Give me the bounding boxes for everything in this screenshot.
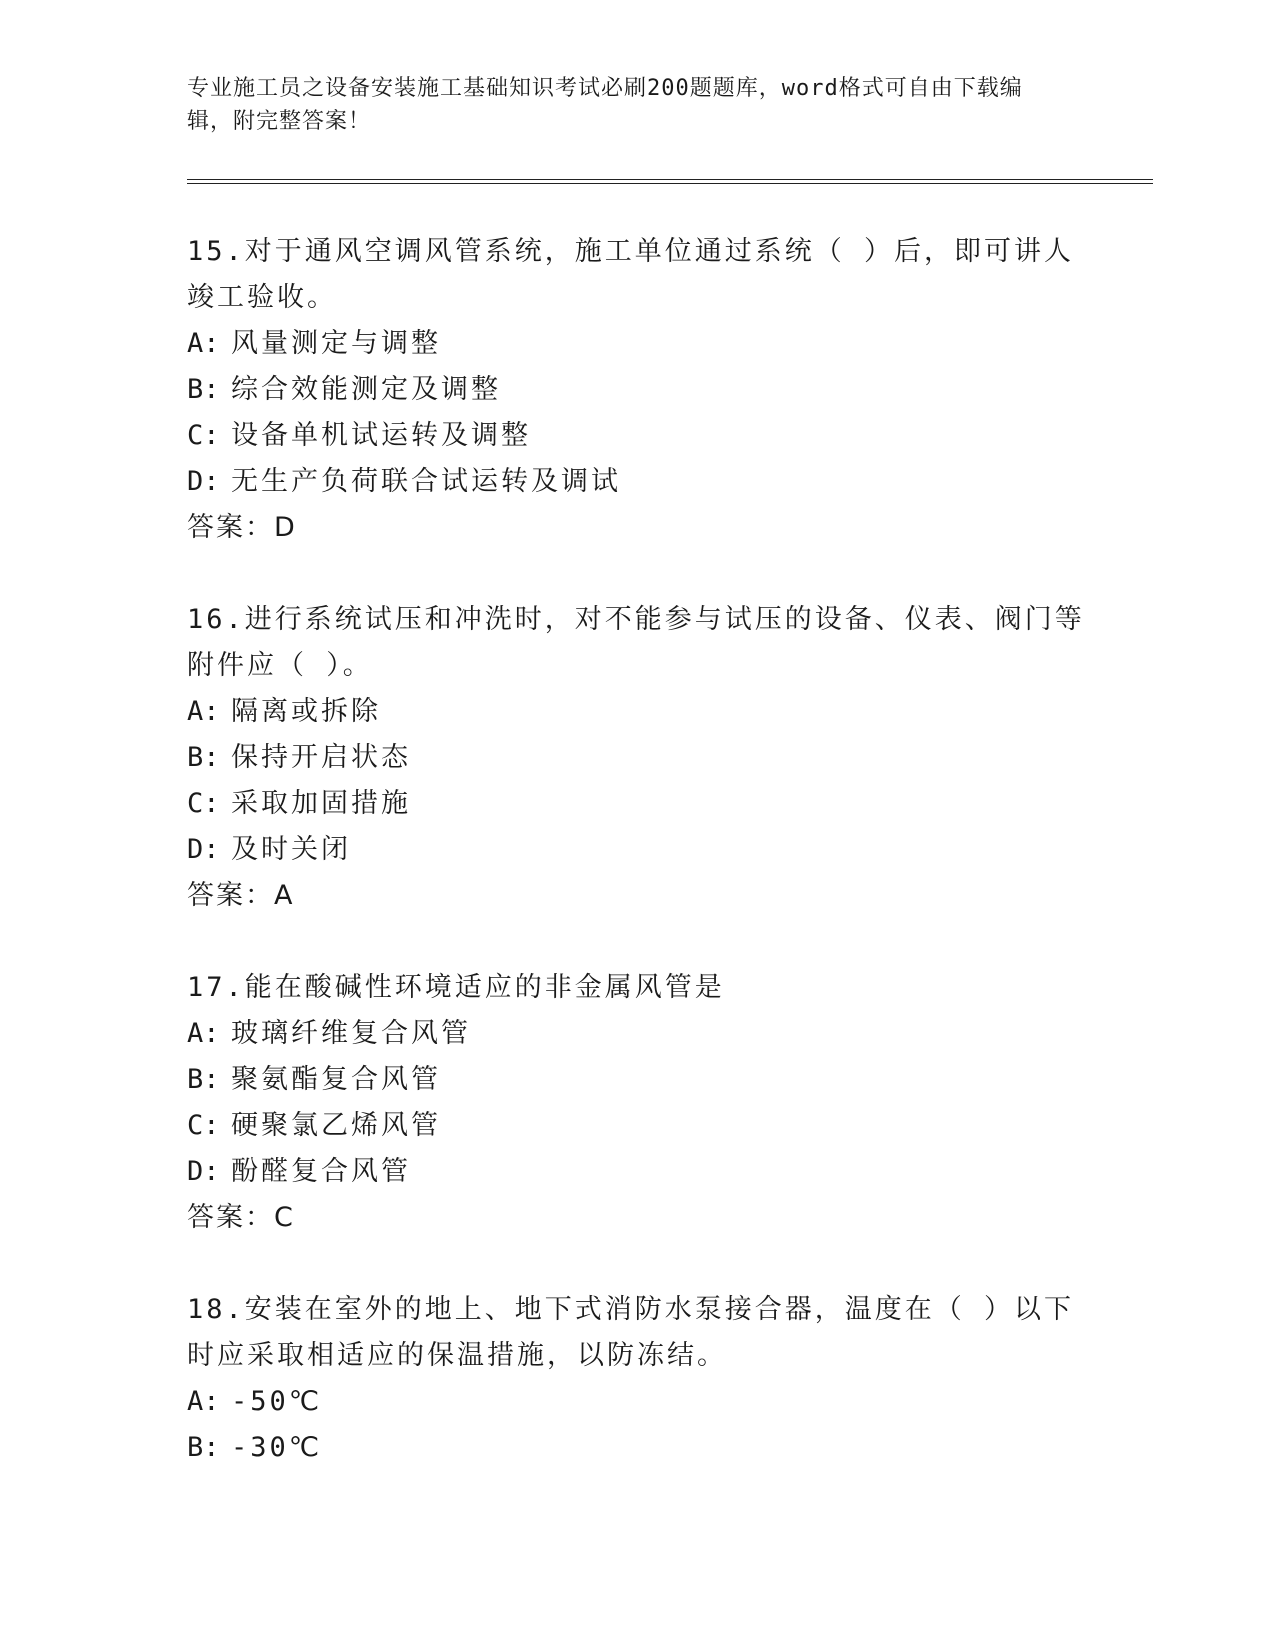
option-key: C: [187,788,220,819]
question-15 [187,229,1087,551]
answer-line [187,505,1087,551]
option-key: A: [187,328,220,359]
option-d [187,827,1087,873]
question-text: 16.进行系统试压和冲洗时，对不能参与试压的设备、仪表、阀门等附件应（ ）。 [187,604,1085,681]
option-text: -30℃ [231,1432,323,1463]
option-key: A: [187,1386,220,1417]
option-key: B: [187,1064,220,1095]
question-text: 18.安装在室外的地上、地下式消防水泵接合器，温度在（ ）以下时应采取相适应的保温措施，以防冻结。 [187,1294,1075,1371]
option-a [187,321,1087,367]
question-18 [187,1287,1087,1471]
option-key: B: [187,374,220,405]
answer-value: A [274,880,295,911]
option-text: 聚氨酯复合风管 [231,1064,441,1095]
document-header: 专业施工员之设备安装施工基础知识考试必刷200题题库，word格式可自由下载编辑，附完整答案！ [187,76,1023,134]
option-text: 隔离或拆除 [231,696,381,727]
option-text: 玻璃纤维复合风管 [231,1018,471,1049]
option-text: 风量测定与调整 [231,328,441,359]
answer-value: D [274,512,297,543]
question-17 [187,965,1087,1241]
question-list [187,229,1087,1517]
header-divider-top [187,179,1153,180]
option-text: 保持开启状态 [231,742,411,773]
option-key: D: [187,834,220,865]
option-text: 硬聚氯乙烯风管 [231,1110,441,1141]
question-16 [187,597,1087,919]
option-text: 采取加固措施 [231,788,411,819]
answer-line [187,1195,1087,1241]
option-c [187,781,1087,827]
option-text: 酚醛复合风管 [231,1156,411,1187]
option-c [187,413,1087,459]
option-b [187,735,1087,781]
option-a [187,1011,1087,1057]
option-key: D: [187,1156,220,1187]
option-key: A: [187,696,220,727]
option-b [187,1425,1087,1471]
option-text: 设备单机试运转及调整 [231,420,531,451]
answer-value: C [274,1202,295,1233]
option-key: B: [187,1432,220,1463]
option-text: -50℃ [231,1386,323,1417]
option-key: C: [187,420,220,451]
option-key: B: [187,742,220,773]
header-divider-bottom [187,183,1153,184]
option-key: D: [187,466,220,497]
option-a [187,689,1087,735]
option-text: 无生产负荷联合试运转及调试 [231,466,621,497]
answer-label: 答案： [187,512,274,543]
option-key: A: [187,1018,220,1049]
option-key: C: [187,1110,220,1141]
question-text: 15.对于通风空调风管系统，施工单位通过系统（ ）后，即可讲人竣工验收。 [187,236,1075,313]
option-text: 综合效能测定及调整 [231,374,501,405]
option-b [187,1057,1087,1103]
option-d [187,1149,1087,1195]
answer-label: 答案： [187,1202,274,1233]
answer-line [187,873,1087,919]
option-c [187,1103,1087,1149]
question-text: 17.能在酸碱性环境适应的非金属风管是 [187,972,725,1003]
answer-label: 答案： [187,880,274,911]
option-d [187,459,1087,505]
option-text: 及时关闭 [231,834,351,865]
option-a [187,1379,1087,1425]
option-b [187,367,1087,413]
